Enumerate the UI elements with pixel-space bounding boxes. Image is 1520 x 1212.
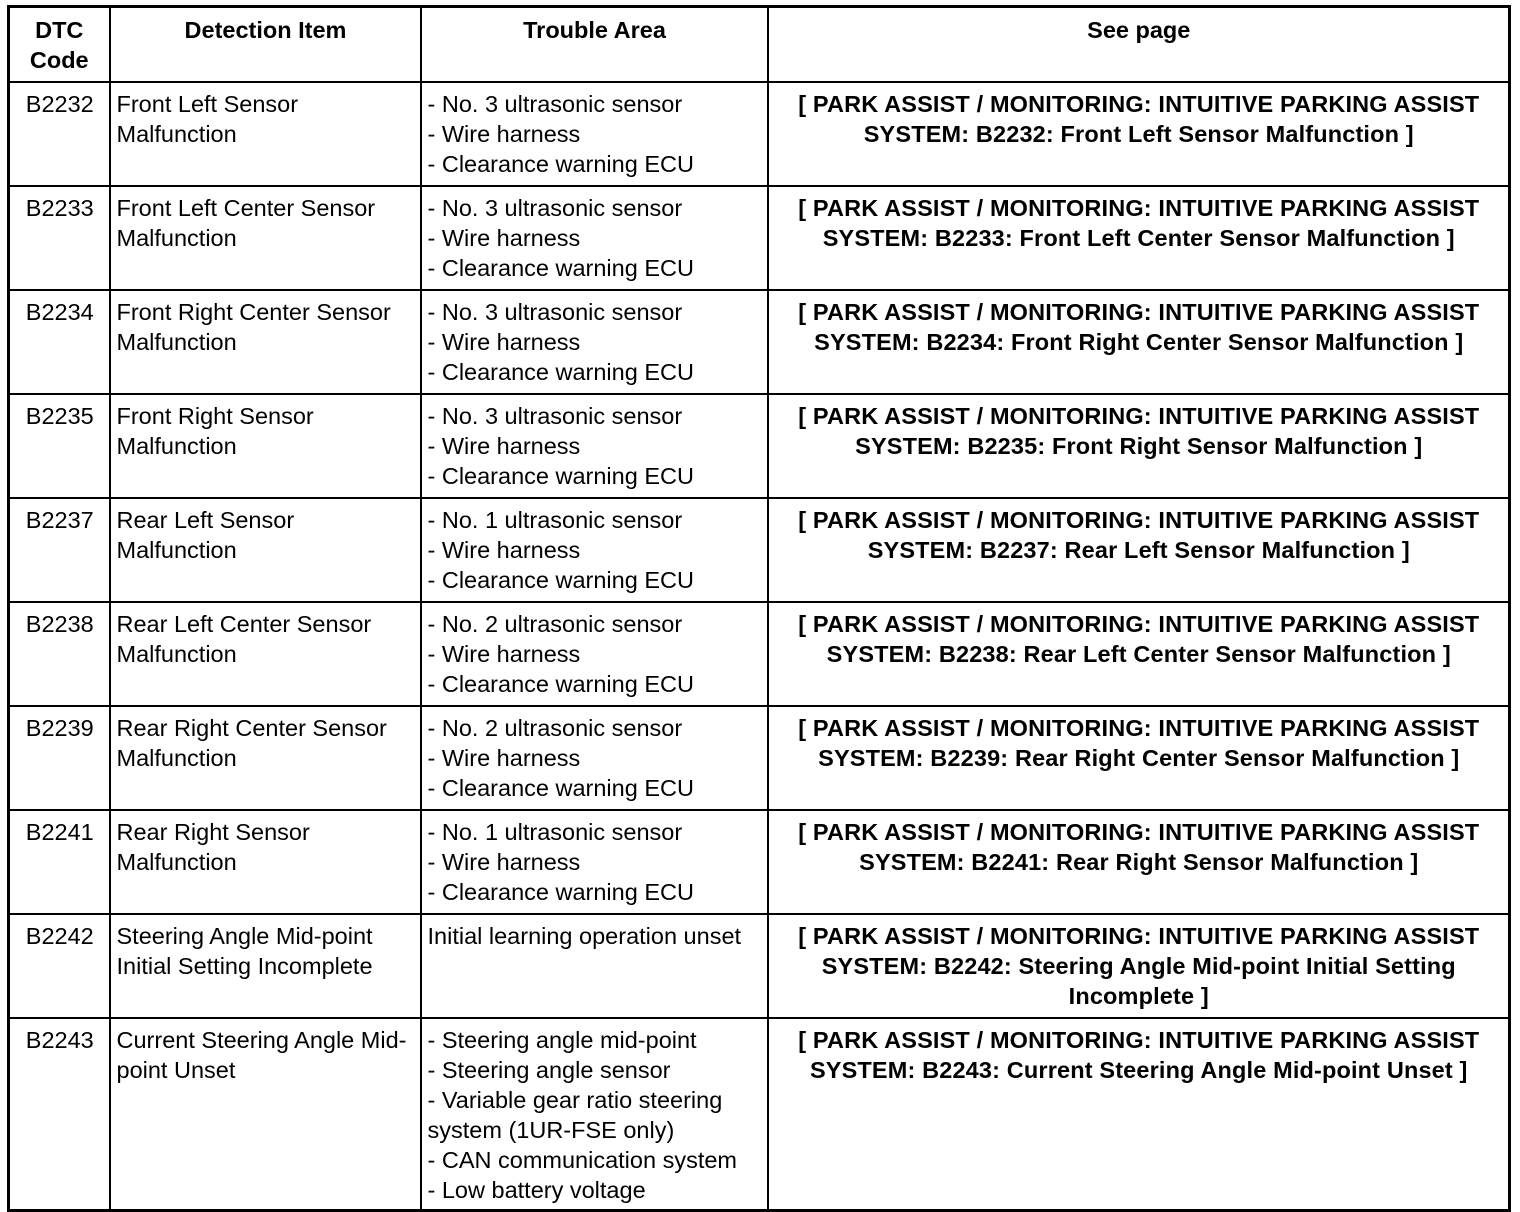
detection-item-cell: Steering Angle Mid-point Initial Setting Incomplete	[110, 914, 421, 1018]
trouble-area-line: - CAN communication system	[427, 1147, 737, 1173]
detection-item-cell: Rear Left Sensor Malfunction	[110, 498, 421, 602]
see-page-link[interactable]: [ PARK ASSIST / MONITORING: INTUITIVE PARKING ASSIST SYSTEM: B2235: Front Right Sensor Malfunction ]	[768, 394, 1510, 498]
header-row	[9, 7, 1510, 83]
header-dtc-code: DTC Code	[9, 7, 110, 83]
see-page-link[interactable]: [ PARK ASSIST / MONITORING: INTUITIVE PARKING ASSIST SYSTEM: B2238: Rear Left Center Sensor Malfunction ]	[768, 602, 1510, 706]
trouble-area-line: Initial learning operation unset	[427, 923, 742, 949]
table-row	[9, 602, 1510, 706]
trouble-area-line: - Clearance warning ECU	[427, 775, 694, 801]
trouble-area-line: - No. 1 ultrasonic sensor	[427, 507, 683, 533]
table-row	[9, 498, 1510, 602]
trouble-area-line: - Variable gear ratio steering	[427, 1087, 723, 1113]
trouble-area-line: - Wire harness	[427, 641, 581, 667]
dtc-code-cell: B2233	[9, 186, 110, 290]
dtc-table	[7, 5, 1511, 1212]
trouble-area-line: - Clearance warning ECU	[427, 879, 694, 905]
trouble-area-cell	[421, 186, 768, 290]
trouble-area-cell	[421, 810, 768, 914]
dtc-code-cell: B2237	[9, 498, 110, 602]
detection-item-cell: Rear Right Sensor Malfunction	[110, 810, 421, 914]
detection-item-cell: Current Steering Angle Mid-point Unset	[110, 1018, 421, 1211]
trouble-area-line: - No. 1 ultrasonic sensor	[427, 819, 683, 845]
detection-item-cell: Front Left Sensor Malfunction	[110, 82, 421, 186]
dtc-code-cell: B2238	[9, 602, 110, 706]
table-row	[9, 290, 1510, 394]
dtc-code-cell: B2241	[9, 810, 110, 914]
trouble-area-line: - No. 3 ultrasonic sensor	[427, 91, 683, 117]
dtc-code-cell: B2235	[9, 394, 110, 498]
see-page-link[interactable]: [ PARK ASSIST / MONITORING: INTUITIVE PARKING ASSIST SYSTEM: B2232: Front Left Sensor Malfunction ]	[768, 82, 1510, 186]
table-row	[9, 706, 1510, 810]
see-page-link[interactable]: [ PARK ASSIST / MONITORING: INTUITIVE PARKING ASSIST SYSTEM: B2241: Rear Right Sensor Malfunction ]	[768, 810, 1510, 914]
table-row	[9, 914, 1510, 1018]
see-page-link[interactable]: [ PARK ASSIST / MONITORING: INTUITIVE PARKING ASSIST SYSTEM: B2239: Rear Right Center Sensor Malfunction ]	[768, 706, 1510, 810]
table-row	[9, 82, 1510, 186]
detection-item-cell: Front Right Center Sensor Malfunction	[110, 290, 421, 394]
header-detection-item: Detection Item	[110, 7, 421, 83]
table-row	[9, 186, 1510, 290]
trouble-area-line: - No. 3 ultrasonic sensor	[427, 195, 683, 221]
trouble-area-cell	[421, 1018, 768, 1211]
trouble-area-line: - No. 3 ultrasonic sensor	[427, 403, 683, 429]
trouble-area-line: - No. 3 ultrasonic sensor	[427, 299, 683, 325]
trouble-area-line: - Clearance warning ECU	[427, 151, 694, 177]
trouble-area-line: - Clearance warning ECU	[427, 671, 694, 697]
trouble-area-line: system (1UR-FSE only)	[427, 1117, 675, 1143]
trouble-area-cell	[421, 914, 768, 1018]
trouble-area-cell	[421, 498, 768, 602]
table-row	[9, 810, 1510, 914]
trouble-area-line: - Clearance warning ECU	[427, 359, 694, 385]
trouble-area-line: - No. 2 ultrasonic sensor	[427, 715, 683, 741]
see-page-link[interactable]: [ PARK ASSIST / MONITORING: INTUITIVE PARKING ASSIST SYSTEM: B2242: Steering Angle Mid-point Initial Setting Incomplete ]	[768, 914, 1510, 1018]
trouble-area-line: - Wire harness	[427, 121, 581, 147]
trouble-area-line: - Clearance warning ECU	[427, 255, 694, 281]
dtc-code-cell: B2232	[9, 82, 110, 186]
dtc-code-cell: B2239	[9, 706, 110, 810]
dtc-code-cell: B2243	[9, 1018, 110, 1211]
detection-item-cell: Rear Right Center Sensor Malfunction	[110, 706, 421, 810]
trouble-area-line: - Wire harness	[427, 745, 581, 771]
dtc-code-cell: B2242	[9, 914, 110, 1018]
trouble-area-cell	[421, 602, 768, 706]
trouble-area-cell	[421, 82, 768, 186]
trouble-area-line: - Steering angle mid-point	[427, 1027, 697, 1053]
trouble-area-line: - Wire harness	[427, 225, 581, 251]
trouble-area-line: - No. 2 ultrasonic sensor	[427, 611, 683, 637]
trouble-area-line: - Low battery voltage	[427, 1177, 646, 1203]
trouble-area-line: - Wire harness	[427, 433, 581, 459]
see-page-link[interactable]: [ PARK ASSIST / MONITORING: INTUITIVE PARKING ASSIST SYSTEM: B2237: Rear Left Sensor Malfunction ]	[768, 498, 1510, 602]
see-page-link[interactable]: [ PARK ASSIST / MONITORING: INTUITIVE PARKING ASSIST SYSTEM: B2243: Current Steering Angle Mid-point Unset ]	[768, 1018, 1510, 1211]
trouble-area-line: - Clearance warning ECU	[427, 463, 694, 489]
see-page-link[interactable]: [ PARK ASSIST / MONITORING: INTUITIVE PARKING ASSIST SYSTEM: B2234: Front Right Center Sensor Malfunction ]	[768, 290, 1510, 394]
detection-item-cell: Front Right Sensor Malfunction	[110, 394, 421, 498]
trouble-area-cell	[421, 290, 768, 394]
trouble-area-line: - Clearance warning ECU	[427, 567, 694, 593]
trouble-area-line: - Steering angle sensor	[427, 1057, 671, 1083]
header-trouble-area: Trouble Area	[421, 7, 768, 83]
see-page-link[interactable]: [ PARK ASSIST / MONITORING: INTUITIVE PARKING ASSIST SYSTEM: B2233: Front Left Center Sensor Malfunction ]	[768, 186, 1510, 290]
trouble-area-line: - Wire harness	[427, 329, 581, 355]
header-see-page: See page	[768, 7, 1510, 83]
trouble-area-line: - Wire harness	[427, 849, 581, 875]
trouble-area-cell	[421, 394, 768, 498]
dtc-code-cell: B2234	[9, 290, 110, 394]
detection-item-cell: Rear Left Center Sensor Malfunction	[110, 602, 421, 706]
table-row	[9, 394, 1510, 498]
detection-item-cell: Front Left Center Sensor Malfunction	[110, 186, 421, 290]
trouble-area-cell	[421, 706, 768, 810]
table-row	[9, 1018, 1510, 1211]
trouble-area-line: - Wire harness	[427, 537, 581, 563]
